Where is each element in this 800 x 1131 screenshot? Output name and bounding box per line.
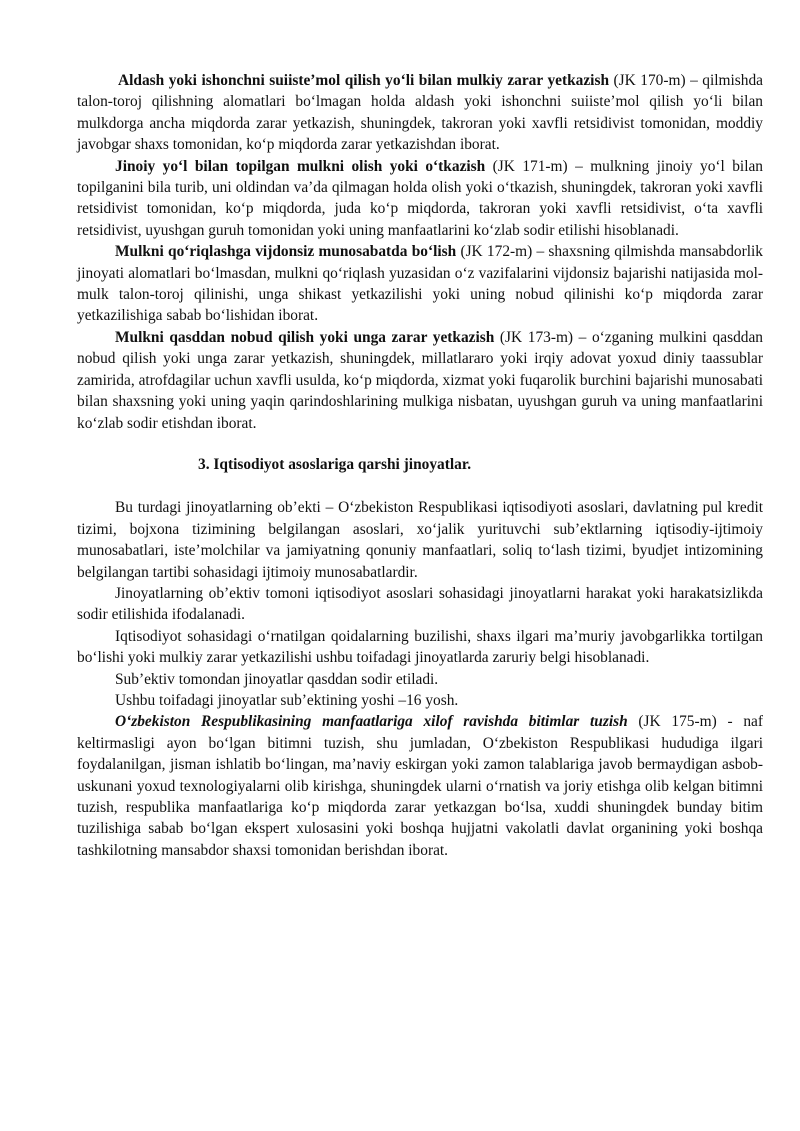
article-172-term: Mulkni qo‘riqlashga vijdonsiz munosabatda bo‘lish <box>115 243 457 261</box>
article-170-term: Aldash yoki ishonchni suiiste’mol qilish yo‘li bilan mulkiy zarar yetkazish <box>118 72 610 89</box>
paragraph-necessary-sign: Iqtisodiyot sohasidagi o‘rnatilgan qoidalarning buzilishi, shaxs ilgari ma’muriy javobgarlikka tortilgan bo‘lishi yoki mulkiy zarar yetkazilishi ushbu toifadagi jinoyatlarda zaruriy belgi hisoblanadi. <box>77 627 763 667</box>
paragraph-article-172 <box>77 241 763 327</box>
paragraph-article-173 <box>77 327 763 434</box>
section-title: 3. Iqtisodiyot asoslariga qarshi jinoyatlar. <box>198 455 472 473</box>
article-171-text: (JK 171-m) – mulkning jinoiy yo‘l bilan topilganini bila turib, uni oldindan va’da qilmagan holda olish yoki o‘tkazish, shuningdek, takroran yoki xavfli retsidivist tomonidan, ko‘p miqdorda, juda ko‘p miqdorda, takroran yoki xavfli retsidivist, o‘ta xavfli retsidivist, uyushgan guruh tomonidan yoki uning manfaatlarini ko‘zlab sodir etilishi hisoblanadi. <box>77 157 763 239</box>
document-page <box>77 70 763 861</box>
paragraph-subjective-side: Sub’ektiv tomondan jinoyatlar qasddan sodir etiladi. <box>115 670 439 688</box>
article-175-text: (JK 175-m) - naf keltirmasligi ayon bo‘lgan bitimni tuzish, shu jumladan, O‘zbekiston Respublikasi hududiga ilgari foydalanilgan, jisman ishlatib bo‘lingan, ma’naviy eskirgan yoki zamon talablariga javob bermaydigan asbob-uskunani yoxud texnologiyalarni olib kirishga, shuningdek ularni o‘rnatish va joriy etishga olib kelgan bitimni tuzish, respublika manfaatlariga ko‘p miqdorda zarar yetkazgan bo‘lsa, xuddi shuningdek bunday bitim tuzilishiga sabab bo‘lgan ekspert xulosasini yoki boshqa hujjatni vakolatli davlat organining yoki boshqa tashkilotning mansabdor shaxsi tomonidan berishdan iborat. <box>77 713 763 859</box>
paragraph-object: Bu turdagi jinoyatlarning ob’ekti – O‘zbekiston Respublikasi iqtisodiyoti asoslari, davlatning pul kredit tizimi, bojxona tizimining belgilangan asoslari, xo‘jalik yurituvchi sub’ektlarning iqtisodiy-ijtimoiy munosabatlari, iste’molchilar va jamiyatning qonuniy manfaatlari, soliq to‘lash tizimi, byudjet intizomining belgilangan tartibi sohasidagi ijtimoiy munosabatlardir. <box>77 499 763 581</box>
article-171-term: Jinoiy yo‘l bilan topilgan mulkni olish yoki o‘tkazish <box>115 157 486 175</box>
paragraph-article-175 <box>77 711 763 861</box>
paragraph-subject-age: Ushbu toifadagi jinoyatlar sub’ektining yoshi –16 yosh. <box>115 691 459 709</box>
article-175-term: O‘zbekiston Respublikasining manfaatlariga xilof ravishda bitimlar tuzish <box>115 713 628 731</box>
article-173-term: Mulkni qasddan nobud qilish yoki unga zarar yetkazish <box>115 328 495 346</box>
paragraph-objective-side: Jinoyatlarning ob’ektiv tomoni iqtisodiyot asoslari sohasidagi jinoyatlarni harakat yoki harakatsizlikda sodir etilishida ifodalanadi. <box>77 584 763 624</box>
article-173-text: (JK 173-m) – o‘zganing mulkini qasddan nobud qilish yoki unga zarar yetkazish, shuningdek, millatlararo yoki irqiy adovat yoxud diniy taassublar zamirida, atrofdagilar uchun xavfli usulda, ko‘p miqdorda, xizmat yoki fuqarolik burchini bajarishi munosabati bilan shaxsning yoki uning yaqin qarindoshlarining mulkiga nisbatan, uyushgan guruh va uning manfaatlarini ko‘zlab sodir etishdan iborat. <box>77 328 763 432</box>
article-172-text: (JK 172-m) – shaxsning qilmishda mansabdorlik jinoyati alomatlari bo‘lmasdan, mulkni qo‘riqlash yuzasidan o‘z vazifalarini vijdonsiz bajarishi natijasida mol-mulk talon-toroj qilinishi, unga shikast yetkazilishi yoki uning nobud qilinishi ko‘p miqdorda zarar yetkazilishiga sabab bo‘lishidan iborat. <box>77 243 763 325</box>
article-170-text: (JK 170-m) – qilmishda talon-toroj qilishning alomatlari bo‘lmagan holda aldash yoki ishonchni suiiste’mol qilish yo‘li bilan mulkdorga ancha miqdorda zarar yetkazish, shuningdek, takroran yoki xavfli retsidivist tomonidan, moddiy javobgar shaxs tomonidan, ko‘p miqdorda zarar yetkazishdan iborat. <box>77 72 763 154</box>
paragraph-article-170 <box>77 70 763 156</box>
paragraph-article-171 <box>77 156 763 242</box>
